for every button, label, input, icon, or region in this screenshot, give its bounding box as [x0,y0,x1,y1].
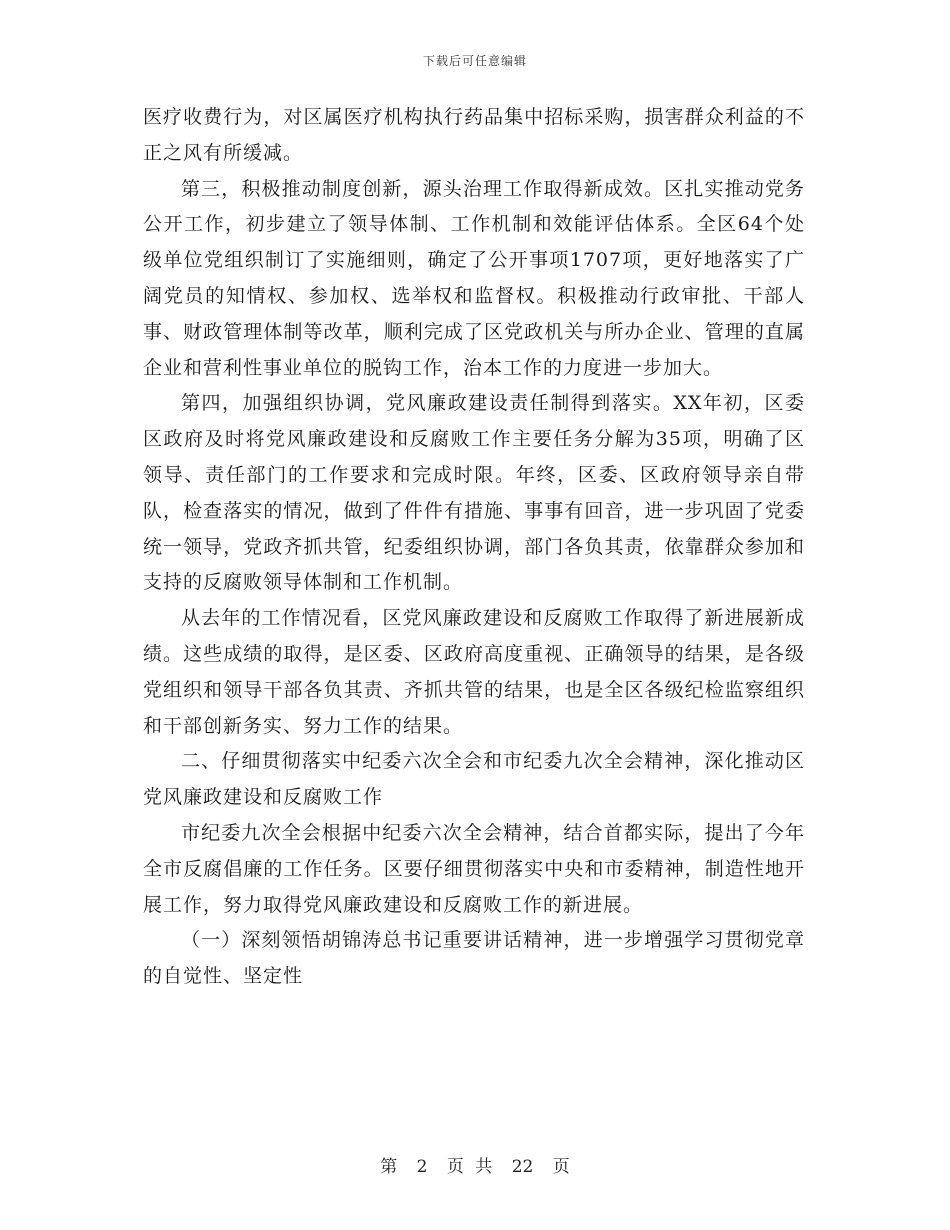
paragraph-4: 从去年的工作情况看，区党风廉政建设和反腐败工作取得了新进展新成绩。这些成绩的取得，是区委、区政府高度重视、正确领导的结果，是各级党组织和领导干部各负其责、齐抓共管的结果，也是全区各级纪检监察组织和干部创新务实、努力工作的结果。 [143,607,805,737]
footer-page-number: 2 [416,1157,428,1177]
paragraph-1: 医疗收费行为，对区属医疗机构执行药品集中招标采购，损害群众利益的不正之风有所缓减。 [143,106,805,164]
footer-middle: 页 共 [446,1157,493,1177]
subsection-heading-1: （一）深刻领悟胡锦涛总书记重要讲话精神，进一步增强学习贯彻党章的自觉性、坚定性 [143,929,805,988]
footer-suffix: 页 [552,1157,570,1177]
footer-prefix: 第 [380,1157,398,1177]
document-body [143,100,805,995]
section-heading-2: 二、仔细贯彻落实中纪委六次全会和市纪委九次全会精神，深化推动区党风廉政建设和反腐败工作 [143,750,805,809]
page-header: 下载后可任意编辑 [422,54,527,68]
paragraph-3: 第四，加强组织协调，党风廉政建设责任制得到落实。XX年初，区委区政府及时将党风廉政建设和反腐败工作主要任务分解为35项，明确了区领导、责任部门的工作要求和完成时限。年终，区委、区政府领导亲自带队，检查落实的情况，做到了件件有措施、事事有回音，进一步巩固了党委统一领导，党政齐抓共管，纪委组织协调，部门各负其责，依靠群众参加和支持的反腐败领导体制和工作机制。 [143,392,805,594]
page-footer [0,1152,950,1177]
footer-total-pages: 22 [511,1157,534,1177]
paragraph-2: 第三，积极推动制度创新，源头治理工作取得新成效。区扎实推动党务公开工作，初步建立了领导体制、工作机制和效能评估体系。全区64个处级单位党组织制订了实施细则，确定了公开事项1707项，更好地落实了广阔党员的知情权、参加权、选举权和监督权。积极推动行政审批、干部人事、财政管理体制等改革，顺利完成了区党政机关与所办企业、管理的直属企业和营利性事业单位的脱钩工作，治本工作的力度进一步加大。 [143,177,805,379]
paragraph-6: 市纪委九次全会根据中纪委六次全会精神，结合首都实际，提出了今年全市反腐倡廉的工作任务。区要仔细贯彻落实中央和市委精神，制造性地开展工作，努力取得党风廉政建设和反腐败工作的新进展。 [143,821,805,916]
